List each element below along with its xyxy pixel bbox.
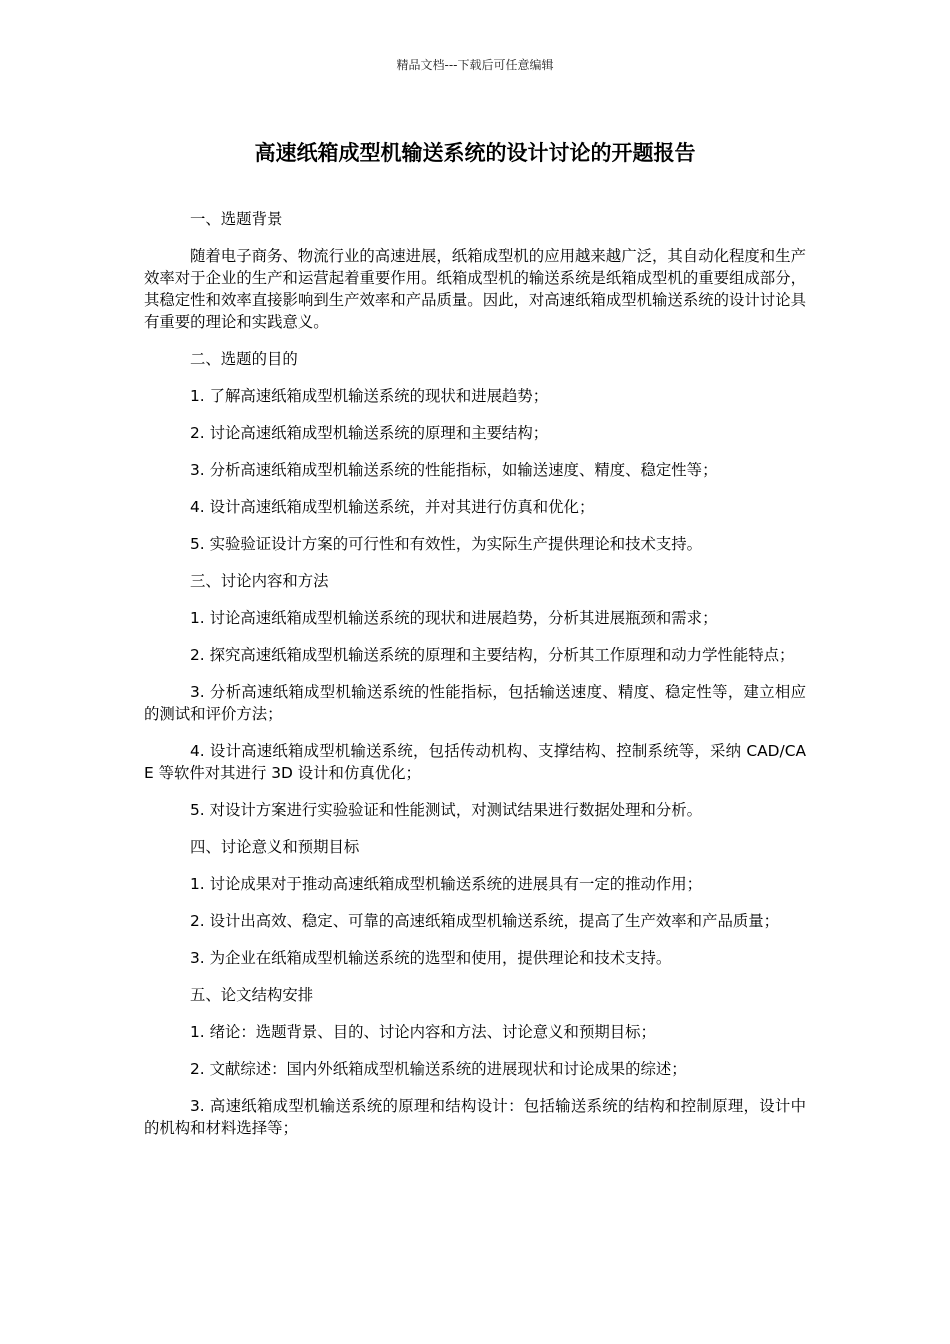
section-heading-background: 一、选题背景	[190, 210, 283, 228]
purpose-item-2: 2. 讨论高速纸箱成型机输送系统的原理和主要结构；	[190, 424, 549, 442]
section-heading-purpose: 二、选题的目的	[190, 350, 298, 368]
document-title: 高速纸箱成型机输送系统的设计讨论的开题报告	[254, 141, 696, 165]
purpose-item-3: 3. 分析高速纸箱成型机输送系统的性能指标，如输送速度、精度、稳定性等；	[190, 461, 718, 479]
purpose-item-1: 1. 了解高速纸箱成型机输送系统的现状和进展趋势；	[190, 387, 549, 405]
section-heading-structure: 五、论文结构安排	[190, 986, 314, 1004]
structure-item-3: 3. 高速纸箱成型机输送系统的原理和结构设计：包括输送系统的结构和控制原理，设计中的机构和材料选择等；	[144, 1097, 806, 1137]
paragraph-background: 随着电子商务、物流行业的高速进展，纸箱成型机的应用越来越广泛，其自动化程度和生产效率对于企业的生产和运营起着重要作用。纸箱成型机的输送系统是纸箱成型机的重要组成部分，其稳定性和效率直接影响到生产效率和产品质量。因此，对高速纸箱成型机输送系统的设计讨论具有重要的理论和实践意义。	[144, 247, 806, 331]
purpose-item-4: 4. 设计高速纸箱成型机输送系统，并对其进行仿真和优化；	[190, 498, 595, 516]
significance-item-1: 1. 讨论成果对于推动高速纸箱成型机输送系统的进展具有一定的推动作用；	[190, 875, 703, 893]
section-heading-significance: 四、讨论意义和预期目标	[190, 838, 360, 856]
section-heading-content-methods: 三、讨论内容和方法	[190, 572, 329, 590]
document-body	[144, 208, 806, 1154]
structure-item-1: 1. 绪论：选题背景、目的、讨论内容和方法、讨论意义和预期目标；	[190, 1023, 656, 1041]
significance-item-3: 3. 为企业在纸箱成型机输送系统的选型和使用，提供理论和技术支持。	[190, 949, 672, 967]
content-item-4: 4. 设计高速纸箱成型机输送系统，包括传动机构、支撑结构、控制系统等，采纳 CAD/CAE 等软件对其进行 3D 设计和仿真优化；	[144, 742, 806, 782]
content-item-3: 3. 分析高速纸箱成型机输送系统的性能指标，包括输送速度、精度、稳定性等，建立相应的测试和评价方法；	[144, 683, 806, 723]
significance-item-2: 2. 设计出高效、稳定、可靠的高速纸箱成型机输送系统，提高了生产效率和产品质量；	[190, 912, 780, 930]
structure-item-2: 2. 文献综述：国内外纸箱成型机输送系统的进展现状和讨论成果的综述；	[190, 1060, 687, 1078]
content-item-2: 2. 探究高速纸箱成型机输送系统的原理和主要结构，分析其工作原理和动力学性能特点；	[190, 646, 795, 664]
purpose-item-5: 5. 实验验证设计方案的可行性和有效性，为实际生产提供理论和技术支持。	[190, 535, 703, 553]
content-item-5: 5. 对设计方案进行实验验证和性能测试，对测试结果进行数据处理和分析。	[190, 801, 703, 819]
page-header: 精品文档---下载后可任意编辑	[396, 58, 554, 72]
content-item-1: 1. 讨论高速纸箱成型机输送系统的现状和进展趋势，分析其进展瓶颈和需求；	[190, 609, 718, 627]
